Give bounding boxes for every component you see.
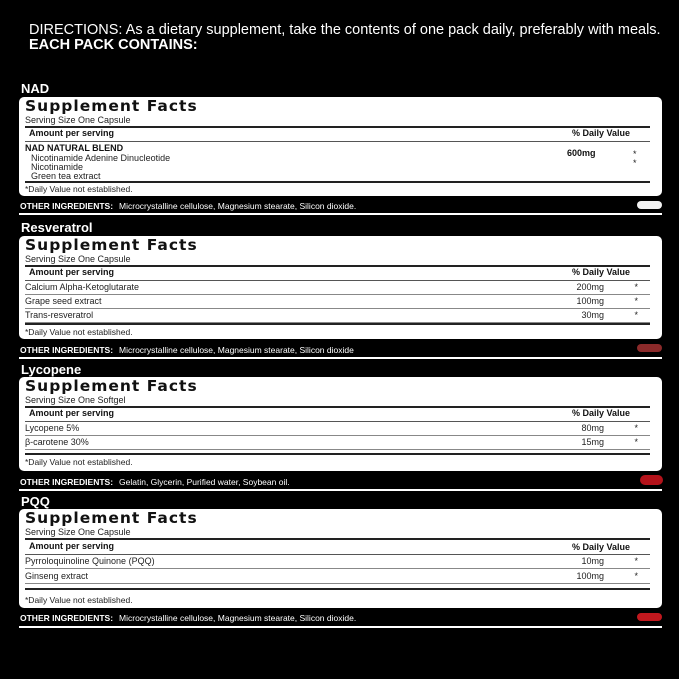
panel-title: Supplement Facts bbox=[25, 377, 198, 395]
other-ingredients-lycopene bbox=[20, 477, 290, 487]
footnote: *Daily Value not established. bbox=[25, 184, 133, 194]
divider bbox=[25, 141, 650, 142]
footnote: *Daily Value not established. bbox=[25, 327, 133, 337]
ingredient-row bbox=[25, 436, 650, 450]
ingredient-amount: 30mg bbox=[581, 310, 604, 320]
other-ingredients-text: Microcrystalline cellulose, Magnesium stearate, Silicon dioxide. bbox=[119, 613, 357, 623]
supplement-facts-panel-nad bbox=[19, 97, 662, 196]
blend-name: NAD NATURAL BLEND bbox=[25, 143, 124, 153]
supplement-facts-panel-pqq bbox=[19, 509, 662, 608]
section-divider bbox=[19, 213, 662, 215]
dv-asterisk: * bbox=[634, 296, 638, 306]
blend-item: Nicotinamide Adenine Dinucleotide bbox=[31, 153, 171, 163]
section-divider bbox=[19, 489, 662, 491]
ingredient-row bbox=[25, 295, 650, 309]
section-title-pqq: PQQ bbox=[21, 494, 50, 509]
section-title-nad: NAD bbox=[21, 81, 50, 96]
ingredient-row bbox=[25, 570, 650, 584]
dv-asterisk: * bbox=[633, 149, 637, 159]
daily-value-header: % Daily Value bbox=[572, 128, 631, 138]
divider bbox=[25, 126, 650, 128]
serving-size: Serving Size One Softgel bbox=[25, 395, 126, 405]
ingredient-row bbox=[25, 309, 650, 323]
serving-size: Serving Size One Capsule bbox=[25, 527, 131, 537]
panel-title: Supplement Facts bbox=[25, 509, 198, 527]
ingredient-amount: 200mg bbox=[576, 282, 604, 292]
ingredient-amount: 80mg bbox=[581, 423, 604, 433]
divider bbox=[25, 181, 650, 183]
divider bbox=[25, 265, 650, 267]
section-title-lycopene: Lycopene bbox=[21, 362, 82, 377]
softgel-icon bbox=[640, 475, 663, 485]
section-title-resveratrol: Resveratrol bbox=[21, 220, 93, 235]
ingredient-amount: 15mg bbox=[581, 437, 604, 447]
capsule-icon bbox=[637, 613, 662, 621]
section-divider bbox=[19, 626, 662, 628]
panel-title: Supplement Facts bbox=[25, 97, 198, 115]
amount-header: Amount per serving bbox=[29, 267, 115, 277]
panel-title: Supplement Facts bbox=[25, 236, 198, 254]
other-ingredients-nad bbox=[20, 201, 356, 211]
blend-item: Green tea extract bbox=[31, 171, 101, 181]
dv-asterisk: * bbox=[633, 158, 637, 168]
capsule-icon bbox=[637, 201, 662, 209]
pack-contents-heading: EACH PACK CONTAINS: bbox=[29, 37, 198, 53]
supplement-facts-panel-resveratrol bbox=[19, 236, 662, 339]
capsule-icon bbox=[637, 344, 662, 352]
amount-header: Amount per serving bbox=[29, 541, 115, 551]
ingredient-row bbox=[25, 422, 650, 436]
daily-value-header: % Daily Value bbox=[572, 408, 631, 418]
other-ingredients-pqq bbox=[20, 613, 356, 623]
ingredient-name: Lycopene 5% bbox=[25, 423, 80, 433]
divider bbox=[25, 406, 650, 408]
ingredient-row bbox=[25, 555, 650, 569]
other-ingredients-resveratrol bbox=[20, 345, 354, 355]
dv-asterisk: * bbox=[634, 437, 638, 447]
ingredient-amount: 100mg bbox=[576, 296, 604, 306]
blend-item: Nicotinamide bbox=[31, 162, 84, 172]
amount-header: Amount per serving bbox=[29, 128, 115, 138]
other-ingredients-label: OTHER INGREDIENTS: bbox=[20, 201, 114, 211]
ingredient-name: Trans-resveratrol bbox=[25, 310, 94, 320]
ingredient-amount: 100mg bbox=[576, 571, 604, 581]
divider bbox=[25, 323, 650, 325]
other-ingredients-label: OTHER INGREDIENTS: bbox=[20, 477, 114, 487]
dv-asterisk: * bbox=[634, 556, 638, 566]
dv-asterisk: * bbox=[634, 310, 638, 320]
other-ingredients-text: Gelatin, Glycerin, Purified water, Soybean oil. bbox=[119, 477, 290, 487]
other-ingredients-text: Microcrystalline cellulose, Magnesium stearate, Silicon dioxide bbox=[119, 345, 354, 355]
ingredient-name: Ginseng extract bbox=[25, 571, 89, 581]
directions-text: DIRECTIONS: As a dietary supplement, take the contents of one pack daily, preferably with meals. bbox=[29, 22, 661, 38]
ingredient-name: Pyrroloquinoline Quinone (PQQ) bbox=[25, 556, 155, 566]
divider bbox=[25, 588, 650, 590]
ingredient-row bbox=[25, 281, 650, 295]
ingredient-name: β-carotene 30% bbox=[25, 437, 89, 447]
dv-asterisk: * bbox=[634, 571, 638, 581]
supplement-facts-panel-lycopene bbox=[19, 377, 662, 471]
ingredient-name: Grape seed extract bbox=[25, 296, 102, 306]
dv-asterisk: * bbox=[634, 423, 638, 433]
directions bbox=[29, 23, 661, 53]
footnote: *Daily Value not established. bbox=[25, 457, 133, 467]
section-divider bbox=[19, 357, 662, 359]
daily-value-header: % Daily Value bbox=[572, 267, 631, 277]
other-ingredients-label: OTHER INGREDIENTS: bbox=[20, 345, 114, 355]
footnote: *Daily Value not established. bbox=[25, 595, 133, 605]
divider bbox=[25, 538, 650, 540]
other-ingredients-text: Microcrystalline cellulose, Magnesium stearate, Silicon dioxide. bbox=[119, 201, 357, 211]
ingredient-name: Calcium Alpha-Ketoglutarate bbox=[25, 282, 140, 292]
serving-size: Serving Size One Capsule bbox=[25, 115, 131, 125]
blend-amount: 600mg bbox=[567, 148, 596, 158]
other-ingredients-label: OTHER INGREDIENTS: bbox=[20, 613, 114, 623]
serving-size: Serving Size One Capsule bbox=[25, 254, 131, 264]
dv-asterisk: * bbox=[634, 282, 638, 292]
divider bbox=[25, 453, 650, 455]
amount-header: Amount per serving bbox=[29, 408, 115, 418]
ingredient-amount: 10mg bbox=[581, 556, 604, 566]
daily-value-header: % Daily Value bbox=[572, 542, 631, 552]
